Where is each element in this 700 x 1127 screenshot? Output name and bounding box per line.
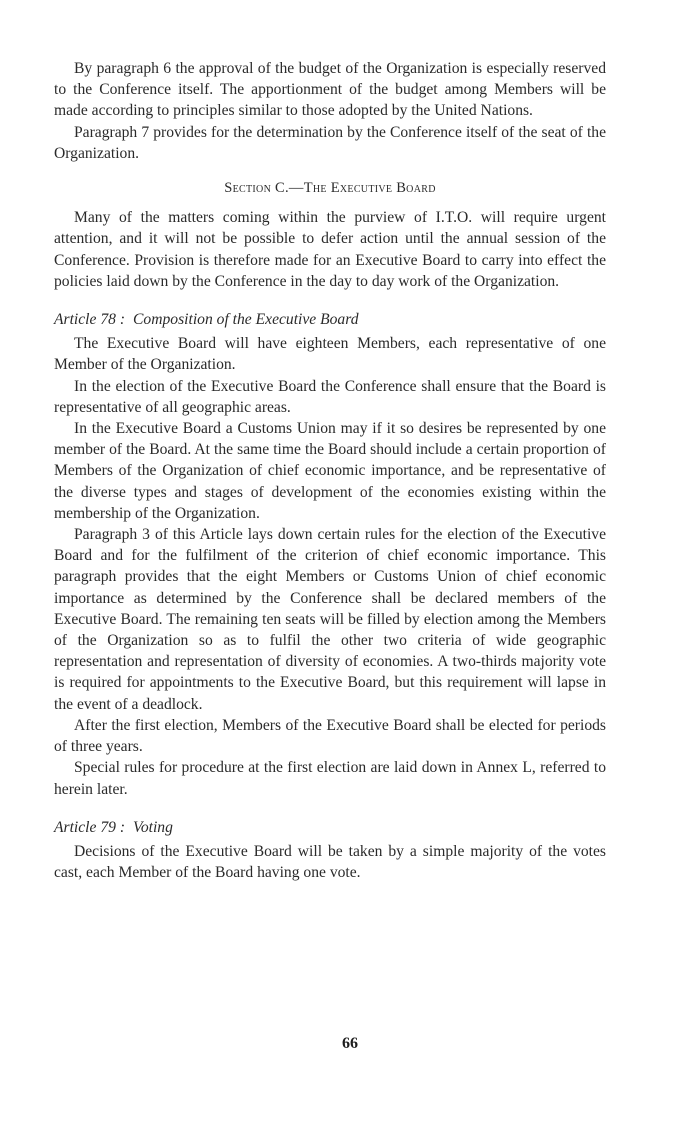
article-78-heading — [54, 309, 606, 330]
article-78-paragraph: The Executive Board will have eighteen Members, each representative of one Member of the Organization. — [54, 335, 606, 374]
article-79-number: Article 79 : — [54, 818, 126, 836]
page-number: 66 — [342, 1035, 358, 1052]
article-79-paragraph: Decisions of the Executive Board will be taken by a simple majority of the votes cast, each Member of the Board having one vote. — [54, 842, 606, 882]
article-78-paragraph: Paragraph 3 of this Article lays down certain rules for the election of the Executive Board and for the fulfilment of the criterion of chief economic importance. This paragraph provides that the eight Members or Customs Union of chief economic importance as determined by the Conference shall be declared members of the Executive Board. The remaining ten seats will be filled by election among the Members of the Organization so as to fulfil the other two criteria of wide geographic representation and representation of diversity of economies. A two-thirds majority vote is required for appointments to the Executive Board, but this requirement will lapse in the event of a deadlock. — [54, 526, 606, 713]
section-c-heading: Section C.—The Executive Board — [224, 180, 436, 197]
article-78-paragraph: In the election of the Executive Board the Conference shall ensure that the Board is representative of all geographic areas. — [54, 377, 606, 416]
article-78-paragraph: Special rules for procedure at the first election are laid down in Annex L, referred to herein later. — [54, 759, 606, 798]
intro-paragraph-budget: By paragraph 6 the approval of the budget of the Organization is especially reserved to the Conference itself. The apportionment of the budget among Members will be made according to principles similar to those adopted by the United Nations. — [54, 60, 606, 120]
article-78-title: Composition of the Executive Board — [133, 311, 359, 329]
article-78-paragraph: In the Executive Board a Customs Union may if it so desires be represented by one member of the Board. At the same time the Board should include a certain proportion of Members of the Organization of chief economic importance, and be representative of the diverse types and stages of development of the economies existing within the membership of the Organization. — [54, 420, 606, 522]
article-78-number: Article 78 : — [54, 311, 126, 329]
article-79-title: Voting — [133, 818, 173, 836]
article-79-heading — [54, 817, 606, 838]
document-page — [54, 58, 606, 883]
section-c-paragraph: Many of the matters coming within the purview of I.T.O. will require urgent attention, and it will not be possible to defer action until the annual session of the Conference. Provision is therefore made for an Executive Board to carry into effect the policies laid down by the Conference in the day to day work of the Organization. — [54, 209, 606, 290]
intro-paragraph-seat: Paragraph 7 provides for the determination by the Conference itself of the seat of the Organization. — [54, 123, 606, 162]
article-78-paragraph: After the first election, Members of the Executive Board shall be elected for periods of three years. — [54, 716, 606, 756]
